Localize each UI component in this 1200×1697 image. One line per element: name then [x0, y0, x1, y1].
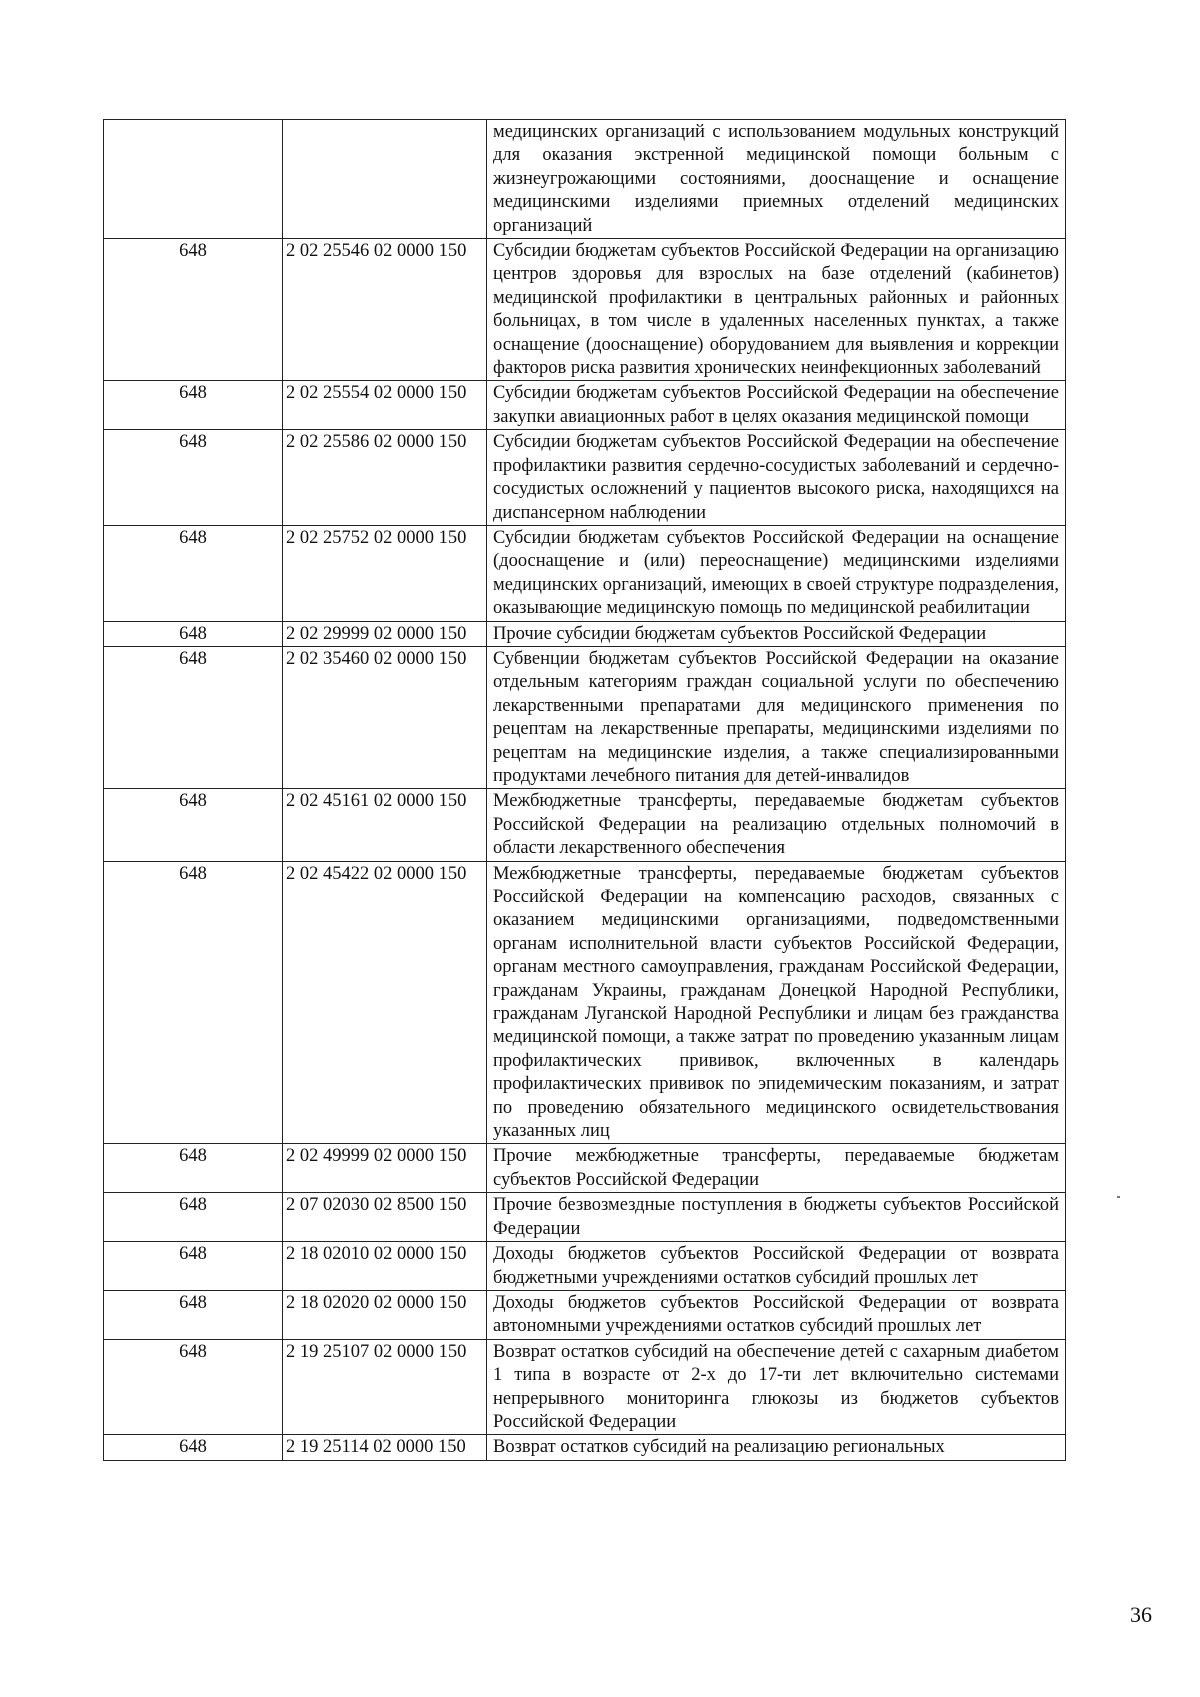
admin-code-cell: 648 — [104, 1193, 283, 1242]
revenue-name-cell: Прочие безвозмездные поступления в бюджеты субъектов Российской Федерации — [487, 1193, 1066, 1242]
revenue-code-cell: 2 02 29999 02 0000 150 — [283, 621, 487, 646]
admin-code-cell: 648 — [104, 789, 283, 861]
revenue-code-cell: 2 18 02010 02 0000 150 — [283, 1242, 487, 1291]
admin-code-cell: 648 — [104, 430, 283, 526]
revenue-name-cell: Возврат остатков субсидий на реализацию региональных — [487, 1435, 1066, 1460]
revenue-code-cell: 2 02 35460 02 0000 150 — [283, 646, 487, 788]
budget-codes-table — [103, 119, 1066, 1461]
revenue-code-cell: 2 07 02030 02 8500 150 — [283, 1193, 487, 1242]
admin-code-cell: 648 — [104, 525, 283, 621]
revenue-code-cell: 2 02 25586 02 0000 150 — [283, 430, 487, 526]
revenue-code-cell — [283, 120, 487, 239]
revenue-name-cell: Доходы бюджетов субъектов Российской Федерации от возврата бюджетными учреждениями остатков субсидий прошлых лет — [487, 1242, 1066, 1291]
table-row — [104, 621, 1066, 646]
table-row — [104, 1435, 1066, 1460]
admin-code-cell: 648 — [104, 239, 283, 381]
table-row — [104, 789, 1066, 861]
revenue-code-cell: 2 18 02020 02 0000 150 — [283, 1290, 487, 1339]
revenue-code-cell: 2 02 25752 02 0000 150 — [283, 525, 487, 621]
table-row — [104, 1193, 1066, 1242]
table-row — [104, 239, 1066, 381]
table-row — [104, 1290, 1066, 1339]
revenue-code-cell: 2 02 45161 02 0000 150 — [283, 789, 487, 861]
admin-code-cell: 648 — [104, 646, 283, 788]
admin-code-cell: 648 — [104, 861, 283, 1144]
admin-code-cell: 648 — [104, 1242, 283, 1291]
scan-speck — [1117, 1196, 1120, 1198]
admin-code-cell: 648 — [104, 1435, 283, 1460]
admin-code-cell: 648 — [104, 1339, 283, 1435]
revenue-name-cell: Субвенции бюджетам субъектов Российской Федерации на оказание отдельным категориям граждан социальной услуги по обеспечению лекарственными препаратами для медицинского применения по рецептам на лекарственные препараты, медицинскими изделиями по рецептам на медицинские изделия, а также специализированными продуктами лечебного питания для детей-инвалидов — [487, 646, 1066, 788]
revenue-name-cell: Прочие субсидии бюджетам субъектов Российской Федерации — [487, 621, 1066, 646]
revenue-code-cell: 2 19 25114 02 0000 150 — [283, 1435, 487, 1460]
table-row — [104, 1242, 1066, 1291]
table-row — [104, 120, 1066, 239]
revenue-code-cell: 2 02 45422 02 0000 150 — [283, 861, 487, 1144]
revenue-code-cell: 2 02 25546 02 0000 150 — [283, 239, 487, 381]
revenue-name-cell: Субсидии бюджетам субъектов Российской Федерации на организацию центров здоровья для взрослых на базе отделений (кабинетов) медицинской профилактики в центральных районных и районных больницах, в том числе в удаленных населенных пунктах, а также оснащение (дооснащение) оборудованием для выявления и коррекции факторов риска развития хронических неинфекционных заболеваний — [487, 239, 1066, 381]
revenue-name-cell: Доходы бюджетов субъектов Российской Федерации от возврата автономными учреждениями остатков субсидий прошлых лет — [487, 1290, 1066, 1339]
revenue-name-cell: Субсидии бюджетам субъектов Российской Федерации на оснащение (дооснащение и (или) переоснащение) медицинскими изделиями медицинских организаций, имеющих в своей структуре подразделения, оказывающие медицинскую помощь по медицинской реабилитации — [487, 525, 1066, 621]
table-row — [104, 430, 1066, 526]
table-row — [104, 1339, 1066, 1435]
revenue-name-cell: медицинских организаций с использованием модульных конструкций для оказания экстренной медицинской помощи больным с жизнеугрожающими состояниями, дооснащение и оснащение медицинскими изделиями приемных отделений медицинских организаций — [487, 120, 1066, 239]
revenue-name-cell: Межбюджетные трансферты, передаваемые бюджетам субъектов Российской Федерации на реализацию отдельных полномочий в области лекарственного обеспечения — [487, 789, 1066, 861]
revenue-code-cell: 2 19 25107 02 0000 150 — [283, 1339, 487, 1435]
table-row — [104, 646, 1066, 788]
page-number: 36 — [1130, 1602, 1152, 1627]
table-row — [104, 1144, 1066, 1193]
table-row — [104, 861, 1066, 1144]
revenue-name-cell: Субсидии бюджетам субъектов Российской Федерации на обеспечение профилактики развития сердечно-сосудистых заболеваний и сердечно-сосудистых осложнений у пациентов высокого риска, находящихся на диспансерном наблюдении — [487, 430, 1066, 526]
revenue-name-cell: Субсидии бюджетам субъектов Российской Федерации на обеспечение закупки авиационных работ в целях оказания медицинской помощи — [487, 381, 1066, 430]
admin-code-cell — [104, 120, 283, 239]
revenue-name-cell: Возврат остатков субсидий на обеспечение детей с сахарным диабетом 1 типа в возрасте от 2-х до 17-ти лет включительно системами непрерывного мониторинга глюкозы из бюджетов субъектов Российской Федерации — [487, 1339, 1066, 1435]
revenue-code-cell: 2 02 49999 02 0000 150 — [283, 1144, 487, 1193]
table-row — [104, 525, 1066, 621]
admin-code-cell: 648 — [104, 1290, 283, 1339]
revenue-code-cell: 2 02 25554 02 0000 150 — [283, 381, 487, 430]
admin-code-cell: 648 — [104, 381, 283, 430]
revenue-name-cell: Межбюджетные трансферты, передаваемые бюджетам субъектов Российской Федерации на компенсацию расходов, связанных с оказанием медицинскими организациями, подведомственными органам исполнительной власти субъектов Российской Федерации, органам местного самоуправления, гражданам Российской Федерации, гражданам Украины, гражданам Донецкой Народной Республики, гражданам Луганской Народной Республики и лицам без гражданства медицинской помощи, а также затрат по проведению указанным лицам профилактических прививок, включенных в календарь профилактических прививок по эпидемическим показаниям, и затрат по проведению обязательного медицинского освидетельствования указанных лиц — [487, 861, 1066, 1144]
admin-code-cell: 648 — [104, 1144, 283, 1193]
revenue-name-cell: Прочие межбюджетные трансферты, передаваемые бюджетам субъектов Российской Федерации — [487, 1144, 1066, 1193]
admin-code-cell: 648 — [104, 621, 283, 646]
table-row — [104, 381, 1066, 430]
